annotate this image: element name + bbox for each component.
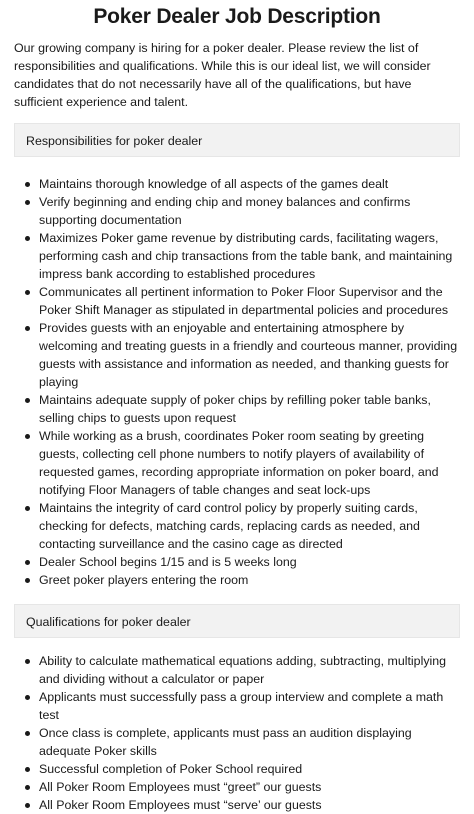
page-title: Poker Dealer Job Description: [93, 5, 381, 28]
intro-paragraph: Our growing company is hiring for a poker dealer. Please review the list of responsibilities and qualifications. While this is our ideal list, we will consider candidates that do not necessarily have all of the qualifications, but have sufficient experience and talent.: [14, 41, 431, 109]
responsibilities-header: [14, 123, 460, 157]
list-item: All Poker Room Employees must “greet” our guests: [14, 778, 460, 796]
list-item: Dealer School begins 1/15 and is 5 weeks long: [14, 553, 460, 571]
qualifications-list: [14, 652, 460, 814]
list-item: While working as a brush, coordinates Poker room seating by greeting guests, collecting cell phone numbers to notify players of availability of requested games, recording appropriate information on poker board, and notifying Floor Managers of table changes and seat lock-ups: [14, 427, 460, 499]
list-item: Ability to calculate mathematical equations adding, subtracting, multiplying and dividing without a calculator or paper: [14, 652, 460, 688]
responsibilities-heading: Responsibilities for poker dealer: [26, 134, 203, 148]
list-item: Maintains the integrity of card control policy by properly suiting cards, checking for defects, matching cards, replacing cards as needed, and contacting surveillance and the casino cage as directed: [14, 499, 460, 553]
qualifications-header: [14, 604, 460, 638]
list-item: Successful completion of Poker School required: [14, 760, 460, 778]
list-item: All Poker Room Employees must “serve’ our guests: [14, 796, 460, 814]
list-item: Maintains adequate supply of poker chips by refilling poker table banks, selling chips to guests upon request: [14, 391, 460, 427]
list-item: Once class is complete, applicants must pass an audition displaying adequate Poker skills: [14, 724, 460, 760]
list-item: Greet poker players entering the room: [14, 571, 460, 589]
responsibilities-list: [14, 175, 460, 589]
list-item: Applicants must successfully pass a group interview and complete a math test: [14, 688, 460, 724]
list-item: Communicates all pertinent information to Poker Floor Supervisor and the Poker Shift Manager as stipulated in departmental policies and procedures: [14, 283, 460, 319]
list-item: Maintains thorough knowledge of all aspects of the games dealt: [14, 175, 460, 193]
list-item: Provides guests with an enjoyable and entertaining atmosphere by welcoming and treating guests in a friendly and courteous manner, providing guests with assistance and information as needed, and thanking guests for playing: [14, 319, 460, 391]
list-item: Verify beginning and ending chip and money balances and confirms supporting documentation: [14, 193, 460, 229]
qualifications-heading: Qualifications for poker dealer: [26, 615, 191, 629]
list-item: Maximizes Poker game revenue by distributing cards, facilitating wagers, performing cash and chip transactions from the table bank, and maintaining impress bank according to established procedures: [14, 229, 460, 283]
